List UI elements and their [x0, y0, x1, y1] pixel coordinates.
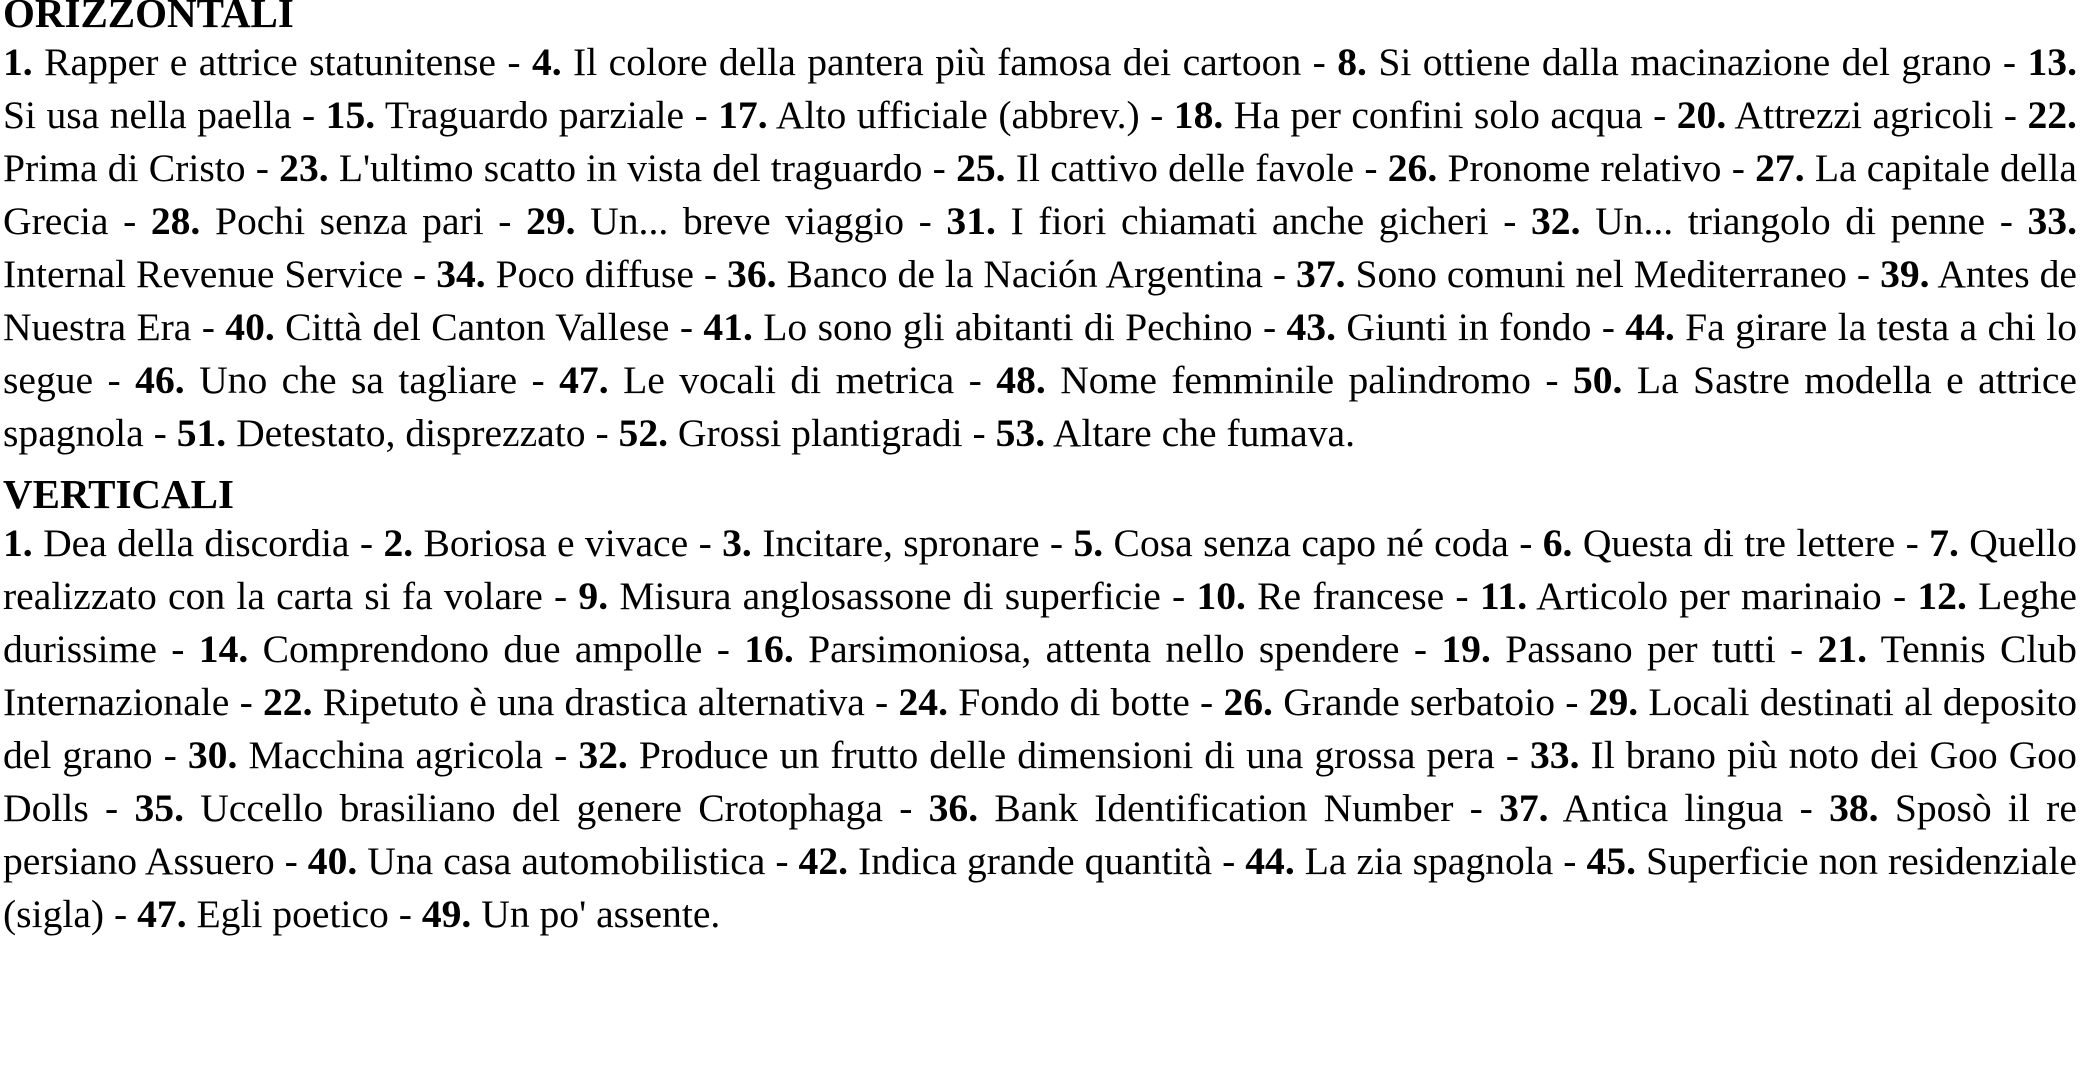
clue-text: Alto ufficiale (abbrev.): [775, 93, 1140, 137]
clue-number: 45.: [1586, 839, 1636, 883]
clue: [137, 892, 389, 936]
clue-text: Giunti in fondo: [1346, 305, 1592, 349]
clue: [1073, 521, 1508, 565]
clue-number: 43.: [1286, 305, 1336, 349]
clue-text: Il colore della pantera più famosa dei cartoon: [573, 40, 1302, 84]
clue-text: Fondo di botte: [958, 680, 1190, 724]
clue-separator: -: [669, 305, 704, 349]
clue: [1296, 252, 1847, 296]
clue-number: 49.: [421, 892, 472, 936]
clue-number: 19.: [1441, 627, 1491, 671]
clue-number: 39.: [1880, 252, 1930, 296]
clue: [1480, 574, 1882, 618]
clue-separator: -: [542, 574, 579, 618]
clue-text: Questa di tre lettere: [1582, 521, 1896, 565]
clue: [722, 521, 1039, 565]
clue-text: Grande serbatoio: [1283, 680, 1555, 724]
clue-number: 47.: [137, 892, 187, 936]
clue-number: 7.: [1929, 521, 1959, 565]
clue-separator: -: [1591, 305, 1626, 349]
clue: [177, 411, 586, 455]
clue-separator: -: [229, 680, 264, 724]
clue-number: 31.: [946, 199, 996, 243]
clue-separator: -: [191, 305, 226, 349]
clue-text: Ha per confini solo acqua: [1233, 93, 1643, 137]
clue-separator: -: [108, 199, 151, 243]
clue-separator: -: [1494, 733, 1530, 777]
clue-number: 46.: [135, 358, 185, 402]
clue-text: Produce un frutto delle dimensioni di una grossa pera: [638, 733, 1495, 777]
clue-text: Uno che sa tagliare: [199, 358, 518, 402]
clue-text: Misura anglosassone di superficie: [619, 574, 1161, 618]
clue-number: 47.: [559, 358, 609, 402]
clue-text: Si usa nella paella: [3, 93, 292, 137]
clue-separator: -: [1444, 574, 1480, 618]
clue-text: Altare che fumava.: [1052, 411, 1355, 455]
clue-number: 11.: [1479, 574, 1528, 618]
clue-text: Un po' assente.: [481, 892, 721, 936]
clue-text: Internal Revenue Service: [3, 252, 404, 296]
clue-separator: -: [1453, 786, 1500, 830]
clue: [559, 358, 954, 402]
clue-text: Dea della discordia: [43, 521, 350, 565]
clue-separator: -: [1991, 40, 2028, 84]
clue: [3, 40, 496, 84]
clue-separator: -: [88, 786, 135, 830]
clue-separator: -: [1488, 199, 1531, 243]
clue-separator: -: [1262, 252, 1297, 296]
clue-text: Macchina agricola: [248, 733, 543, 777]
clue-number: 36.: [727, 252, 777, 296]
clue-separator: -: [1508, 521, 1543, 565]
clue-separator: -: [274, 839, 308, 883]
clue-number: 21.: [1817, 627, 1868, 671]
clue: [1174, 93, 1643, 137]
clue-text: Nome femminile palindromo: [1060, 358, 1531, 402]
clue-text: Passano per tutti: [1505, 627, 1776, 671]
clue-number: 51.: [176, 411, 227, 455]
clue-text: Incitare, spronare: [762, 521, 1040, 565]
clue-separator: -: [93, 358, 136, 402]
clue-separator: -: [1189, 680, 1224, 724]
clue-number: 37.: [1296, 252, 1346, 296]
clue: [727, 252, 1263, 296]
clue-number: 42.: [798, 839, 849, 883]
clue-text: La Sastre modella e attrice spagnola: [3, 358, 2077, 455]
clue-number: 48.: [996, 358, 1046, 402]
clue: [578, 733, 1494, 777]
clue-number: 29.: [1588, 680, 1639, 724]
clue-number: 10.: [1196, 574, 1246, 618]
clue-number: 44.: [1625, 305, 1675, 349]
clue: [135, 358, 517, 402]
clue-list-orizzontali: [3, 36, 2077, 460]
clue: [1499, 786, 1783, 830]
clue-separator: -: [1399, 627, 1442, 671]
clue-number: 20.: [1676, 93, 1727, 137]
clue-number: 1.: [3, 40, 33, 84]
clue-text: Detestato, disprezzato: [236, 411, 586, 455]
section-title-orizzontali: ORIZZONTALI: [3, 0, 294, 36]
clue-number: 22.: [2027, 93, 2077, 137]
clue-number: 22.: [263, 680, 313, 724]
clue: [996, 358, 1531, 402]
clue-number: 25.: [956, 146, 1006, 190]
clue-text: Re francese: [1257, 574, 1445, 618]
clue-separator: -: [517, 358, 560, 402]
clue-text: Una casa automobilistica: [367, 839, 766, 883]
clue: [151, 199, 484, 243]
clue-separator: -: [954, 358, 997, 402]
clue-number: 36.: [928, 786, 979, 830]
clue-separator: -: [1846, 252, 1881, 296]
clue: [1441, 627, 1775, 671]
clue-separator: -: [1530, 358, 1573, 402]
clue-number: 15.: [325, 93, 376, 137]
clue-text: Superficie non residenziale (sigla): [3, 839, 2077, 936]
clue-separator: -: [864, 680, 899, 724]
clue: [308, 839, 766, 883]
clue-number: 12.: [1917, 574, 1967, 618]
section-verticali: [3, 471, 2077, 941]
clue-text: Antica lingua: [1562, 786, 1784, 830]
clue-separator: -: [1212, 839, 1246, 883]
clue: [1287, 305, 1592, 349]
clue: [1223, 680, 1555, 724]
clue-separator: -: [495, 40, 532, 84]
clue: [383, 521, 688, 565]
clue-list-verticali: [3, 517, 2077, 941]
clue-number: 40.: [225, 305, 275, 349]
clue-text: Il brano più noto dei Goo Goo Dolls: [3, 733, 2077, 830]
clue-text: Comprendono due ampolle: [262, 627, 703, 671]
clue: [326, 93, 684, 137]
clue: [225, 305, 669, 349]
clue: [422, 892, 720, 936]
clue: [744, 627, 1399, 671]
clue-number: 32.: [578, 733, 628, 777]
clue-number: 37.: [1499, 786, 1549, 830]
clue: [1388, 146, 1722, 190]
clue-separator: -: [882, 786, 929, 830]
clue-separator: -: [684, 93, 719, 137]
clue: [199, 627, 703, 671]
clue-separator: -: [1783, 786, 1830, 830]
clue-number: 4.: [531, 40, 562, 84]
clue-number: 52.: [618, 411, 669, 455]
clue: [578, 574, 1160, 618]
clue: [436, 252, 694, 296]
clue-separator: -: [585, 411, 619, 455]
clue-number: 9.: [578, 574, 609, 618]
clue-separator: -: [1993, 93, 2028, 137]
clue: [1543, 521, 1895, 565]
clue-number: 5.: [1073, 521, 1104, 565]
section-title-verticali: VERTICALI: [3, 471, 234, 517]
clue-text: Attrezzi agricoli: [1734, 93, 1994, 137]
clue-text: Sposò il re persiano Assuero: [3, 786, 2077, 883]
clue-number: 32.: [1531, 199, 1581, 243]
clue-number: 30.: [187, 733, 238, 777]
clue-text: Uccello brasiliano del genere Crotophaga: [200, 786, 883, 830]
clue-separator: -: [693, 252, 728, 296]
clue-text: Un... triangolo di penne: [1595, 199, 1986, 243]
clue: [532, 40, 1301, 84]
clue-text: La zia spagnola: [1304, 839, 1554, 883]
clue-number: 33.: [2027, 199, 2077, 243]
clue-text: Il cattivo delle favole: [1015, 146, 1355, 190]
clue-number: 24.: [898, 680, 948, 724]
clue-text: Leghe durissime: [3, 574, 2077, 671]
clue: [1196, 574, 1444, 618]
clue-text: Poco diffuse: [495, 252, 694, 296]
clue: [956, 146, 1354, 190]
clue: [134, 786, 882, 830]
clue-separator: -: [156, 627, 199, 671]
clue-separator: -: [349, 521, 384, 565]
clue-number: 26.: [1387, 146, 1438, 190]
clue-separator: -: [291, 93, 326, 137]
clue-text: Bank Identification Number: [994, 786, 1454, 830]
clue-text: Ripetuto è una drastica alternativa: [322, 680, 865, 724]
clue-number: 50.: [1572, 358, 1623, 402]
clue: [619, 411, 963, 455]
clue-number: 16.: [744, 627, 794, 671]
clue: [3, 521, 350, 565]
clue-text: Pronome relativo: [1447, 146, 1722, 190]
clue: [929, 786, 1454, 830]
section-orizzontali: [3, 0, 2077, 460]
clue-separator: -: [104, 892, 138, 936]
clue-separator: -: [1252, 305, 1287, 349]
clue: [1677, 93, 1994, 137]
clue-text: Le vocali di metrica: [623, 358, 955, 402]
clue-number: 14.: [198, 627, 249, 671]
clue-text: Boriosa e vivace: [423, 521, 689, 565]
clue-separator: -: [688, 521, 723, 565]
clue-text: Fa girare la testa a chi lo segue: [3, 305, 2077, 402]
clue-separator: -: [143, 411, 177, 455]
clue-separator: -: [1039, 521, 1074, 565]
clue-number: 2.: [383, 521, 414, 565]
clue: [718, 93, 1140, 137]
clue-number: 33.: [1529, 733, 1580, 777]
clue-separator: -: [1301, 40, 1338, 84]
clue: [799, 839, 1213, 883]
clue-separator: -: [543, 733, 579, 777]
clue-separator: -: [1721, 146, 1756, 190]
clue-text: I fiori chiamati anche gicheri: [1010, 199, 1489, 243]
clue-text: Pochi senza pari: [214, 199, 484, 243]
clue-separator: -: [904, 199, 947, 243]
clue-separator: -: [765, 839, 799, 883]
clue-text: Tennis Club Internazionale: [3, 627, 2077, 724]
clue-text: Antes de Nuestra Era: [3, 252, 2077, 349]
clue-separator: -: [1139, 93, 1174, 137]
clue-separator: -: [922, 146, 957, 190]
clue-separator: -: [1555, 680, 1589, 724]
clue-separator: -: [403, 252, 437, 296]
clue-separator: -: [152, 733, 188, 777]
clue-text: Parsimoniosa, attenta nello spendere: [808, 627, 1400, 671]
clue: [946, 199, 1488, 243]
clue-number: 6.: [1542, 521, 1573, 565]
clue-text: L'ultimo scatto in vista del traguardo: [338, 146, 923, 190]
clue-separator: -: [483, 199, 527, 243]
clue-number: 40.: [307, 839, 358, 883]
clue-text: Città del Canton Vallese: [285, 305, 670, 349]
clue-separator: -: [1985, 199, 2028, 243]
clue-number: 38.: [1829, 786, 1879, 830]
clue-number: 35.: [134, 786, 184, 830]
clue-separator: -: [702, 627, 745, 671]
clue-text: Un... breve viaggio: [590, 199, 905, 243]
clue-separator: -: [1642, 93, 1677, 137]
clue-number: 8.: [1337, 40, 1367, 84]
clue: [526, 199, 904, 243]
clue-number: 26.: [1223, 680, 1273, 724]
clue-number: 27.: [1755, 146, 1805, 190]
clue-number: 1.: [3, 521, 33, 565]
clue-text: Sono comuni nel Mediterraneo: [1355, 252, 1847, 296]
clue: [1531, 199, 1985, 243]
clue-separator: -: [1553, 839, 1587, 883]
clue: [188, 733, 543, 777]
clue: [279, 146, 922, 190]
clue: [898, 680, 1189, 724]
clue-number: 53.: [995, 411, 1046, 455]
clue-text: Rapper e attrice statunitense: [44, 40, 496, 84]
clue-number: 23.: [279, 146, 329, 190]
clue-text: Egli poetico: [196, 892, 389, 936]
clue-text: Si ottiene dalla macinazione del grano: [1378, 40, 1992, 84]
clue: [263, 680, 865, 724]
clue-text: Locali destinati al deposito del grano: [3, 680, 2077, 777]
clue-number: 28.: [150, 199, 201, 243]
clue: [1337, 40, 1991, 84]
clue-separator: -: [388, 892, 422, 936]
clue-text: Traguardo parziale: [384, 93, 685, 137]
clue-number: 34.: [436, 252, 486, 296]
clue-separator: -: [1895, 521, 1930, 565]
clue-text: La capitale della Grecia: [3, 146, 2077, 243]
clue-text: Lo sono gli abitanti di Pechino: [763, 305, 1253, 349]
clue: [1245, 839, 1553, 883]
clue-number: 3.: [722, 521, 752, 565]
clue-number: 13.: [2027, 40, 2077, 84]
clue-separator: -: [1881, 574, 1918, 618]
clue: [703, 305, 1252, 349]
clue-text: Grossi plantigradi: [677, 411, 963, 455]
clue-text: Indica grande quantità: [858, 839, 1213, 883]
clue-number: 44.: [1245, 839, 1295, 883]
clue-number: 17.: [718, 93, 768, 137]
clue-separator: -: [1775, 627, 1818, 671]
clue-number: 18.: [1173, 93, 1224, 137]
clue-text: Banco de la Nación Argentina: [786, 252, 1263, 296]
clue-separator: -: [1354, 146, 1388, 190]
clue-separator: -: [245, 146, 280, 190]
clue-number: 29.: [526, 199, 576, 243]
clue-text: Articolo per marinaio: [1536, 574, 1882, 618]
clue-separator: -: [1160, 574, 1197, 618]
clue: [996, 411, 1355, 455]
clue-separator: -: [962, 411, 996, 455]
clue-number: 41.: [703, 305, 753, 349]
clue-text: Prima di Cristo: [3, 146, 246, 190]
clue-text: Quello realizzato con la carta si fa volare: [3, 521, 2077, 618]
clue-text: Cosa senza capo né coda: [1113, 521, 1509, 565]
